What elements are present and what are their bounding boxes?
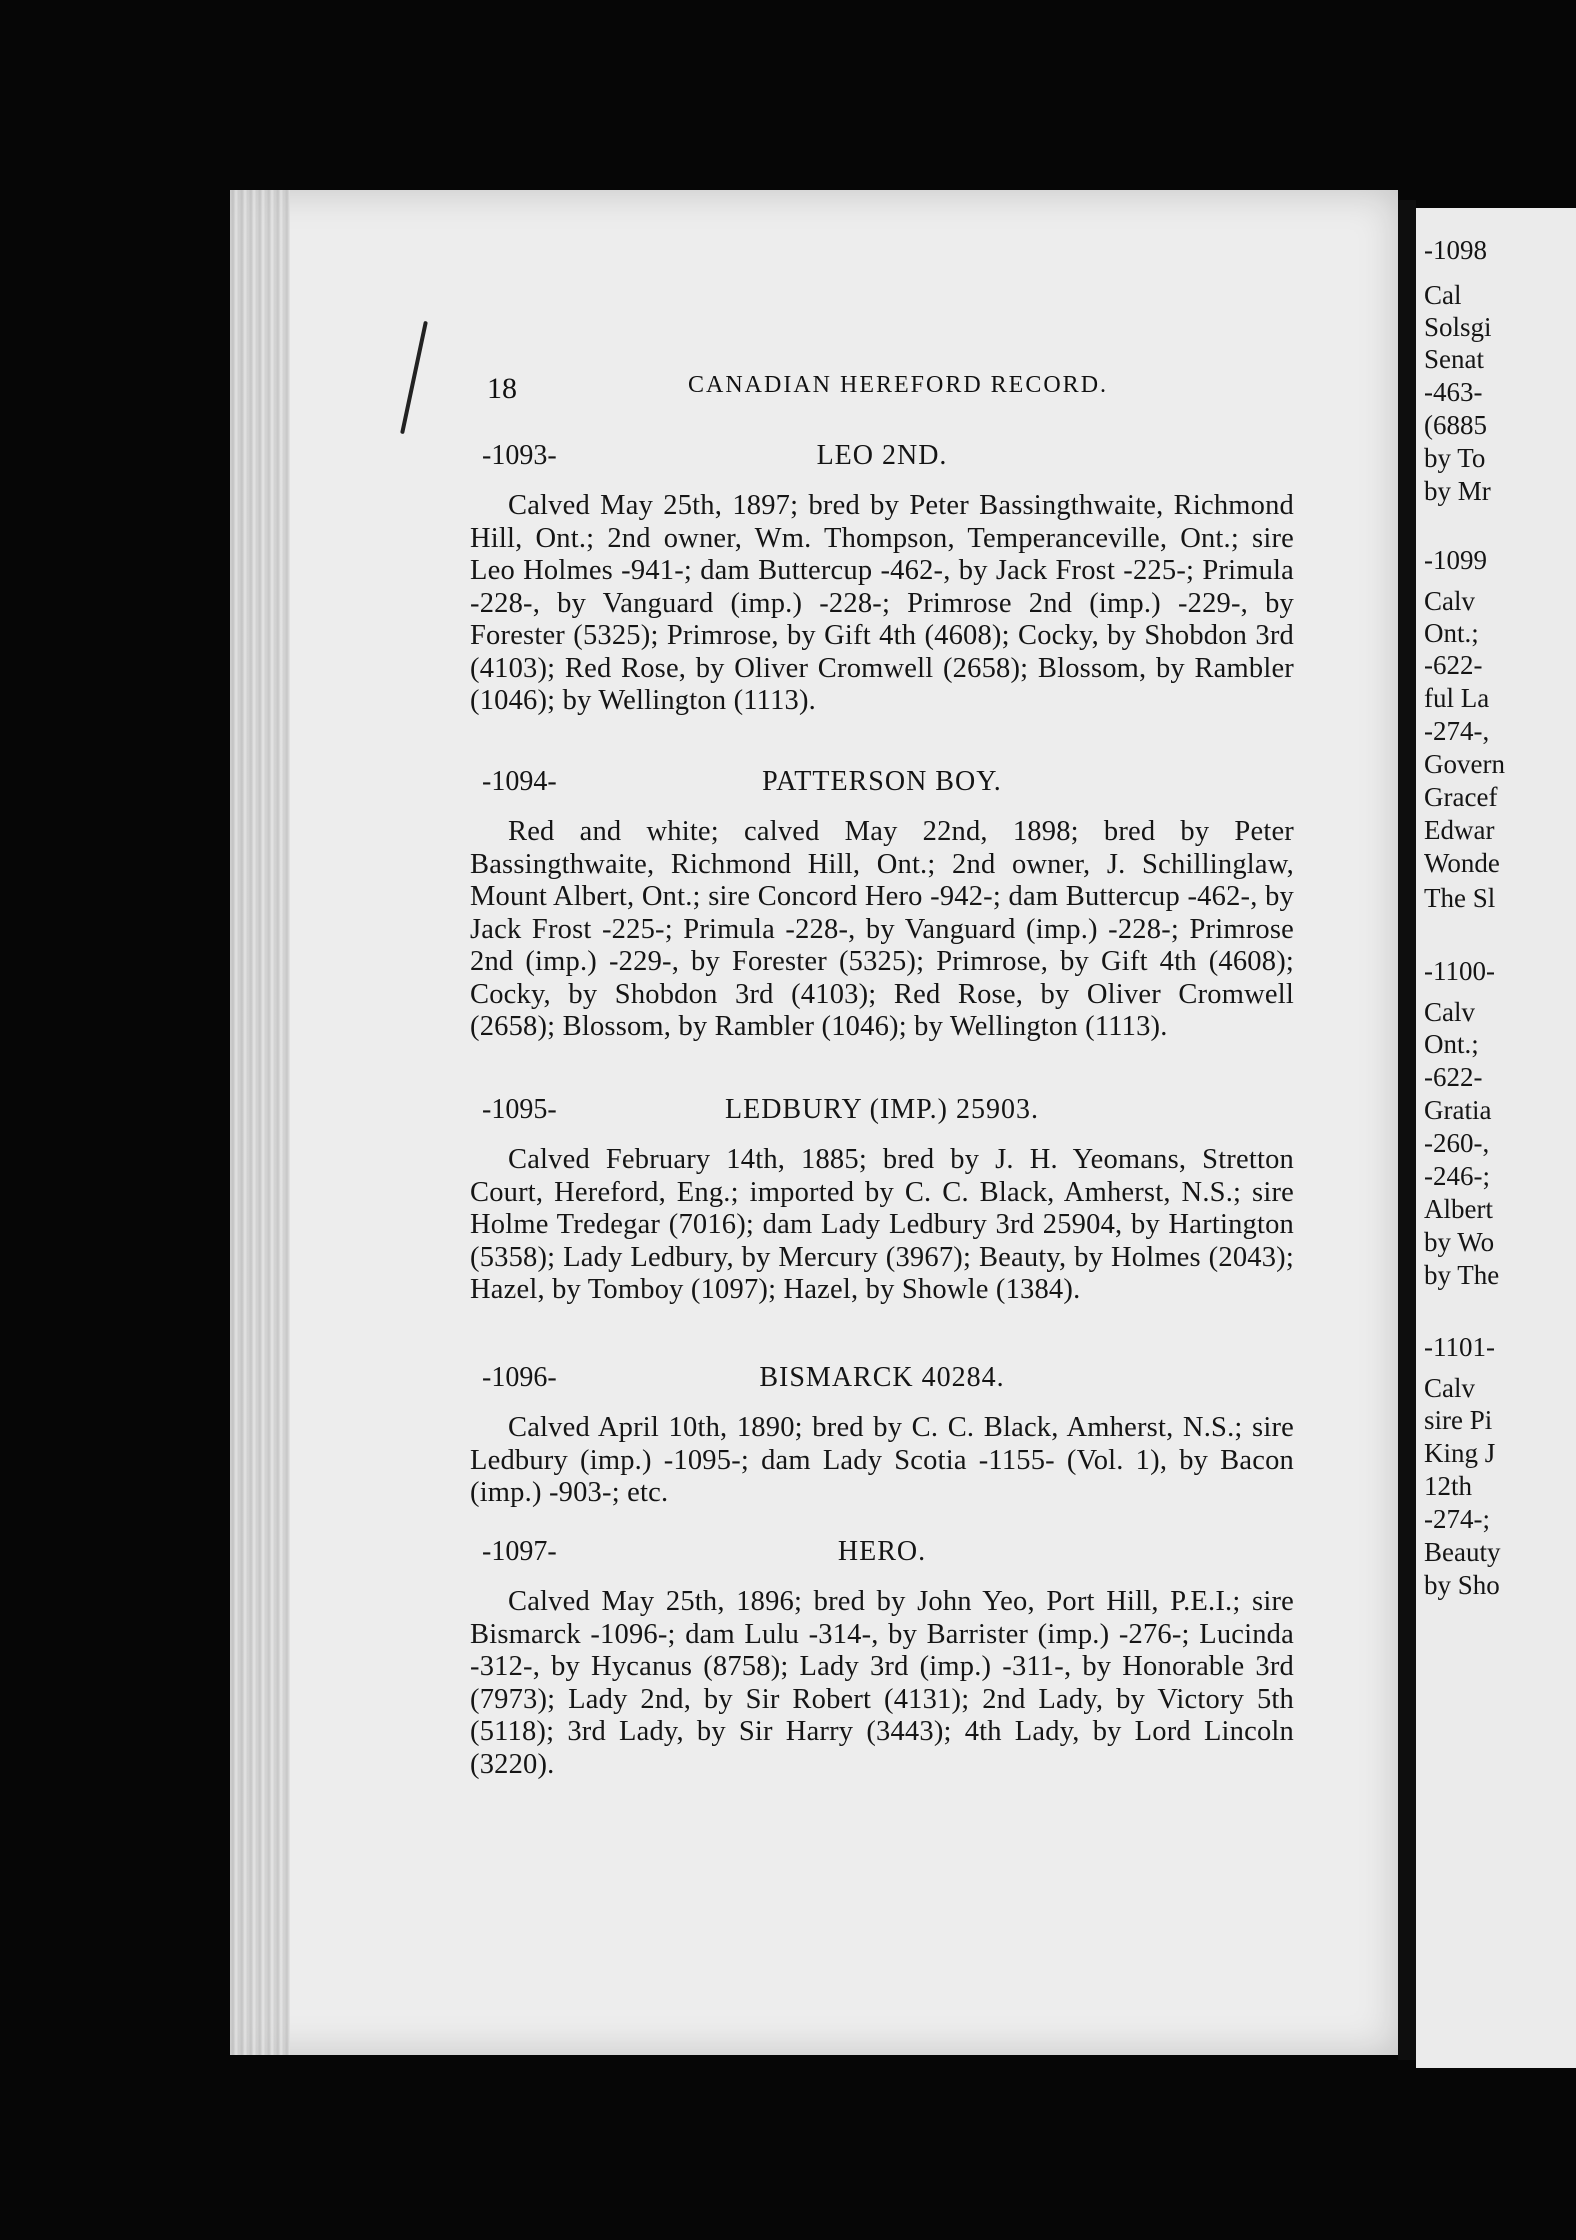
entry-1093 <box>470 440 1294 718</box>
next-page-line: Senat <box>1424 344 1484 374</box>
next-page-line: by To <box>1424 443 1486 473</box>
next-page-line: Gratia <box>1424 1095 1492 1125</box>
running-title: CANADIAN HEREFORD RECORD. <box>688 372 1109 398</box>
next-page-line: Govern <box>1424 749 1505 779</box>
next-page-line: -622- <box>1424 650 1483 680</box>
next-page-line: -1100- <box>1424 956 1495 986</box>
next-page-line: Calv <box>1424 1373 1475 1403</box>
page-number: 18 <box>487 372 517 405</box>
entry-number: -1095- <box>482 1094 557 1125</box>
next-page-line: Solsgi <box>1424 312 1492 342</box>
entry-1096 <box>470 1362 1294 1510</box>
entry-name: BISMARCK 40284. <box>759 1362 1005 1393</box>
entry-text: Calved May 25th, 1896; bred by John Yeo, Port Hill, P.E.I.; sire Bismarck -1096-; dam Lulu -314-, by Barrister (imp.) -276-; Lucinda -312-, by Hycanus (8758); Lady 3rd (imp.) -311-, by Honorable 3rd (7973); Lady 2nd, by Sir Robert (4131); 2nd Lady, by Victory 5th (5118); 3rd Lady, by Sir Harry (3443); 4th Lady, by Lord Lincoln (3220). <box>470 1586 1294 1780</box>
next-page-line: Edwar <box>1424 815 1495 845</box>
next-page-line: Beauty <box>1424 1537 1501 1567</box>
next-page-line: -463- <box>1424 377 1483 407</box>
next-page-line: -260-, <box>1424 1128 1490 1158</box>
next-page-line: Ont.; <box>1424 1029 1479 1059</box>
next-page-line: Gracef <box>1424 782 1498 812</box>
next-page-line: by Mr <box>1424 476 1491 506</box>
next-page-line: Calv <box>1424 586 1475 616</box>
next-page-line: The Sl <box>1424 883 1496 913</box>
entry-1095 <box>470 1094 1294 1307</box>
next-page-line: ful La <box>1424 683 1490 713</box>
next-page-line: -246-; <box>1424 1161 1490 1191</box>
entry-name: LEO 2ND. <box>816 440 948 471</box>
next-page-line: 12th <box>1424 1471 1473 1501</box>
next-page-line: -1099 <box>1424 545 1487 575</box>
next-page-line: sire Pi <box>1424 1405 1493 1435</box>
book-gutter <box>1398 200 1416 2060</box>
next-page-line: Cal <box>1424 280 1462 310</box>
entry-text: Red and white; calved May 22nd, 1898; bred by Peter Bassingthwaite, Richmond Hill, Ont.; 2nd owner, J. Schillinglaw, Mount Albert, Ont.; sire Concord Hero -942-; dam Buttercup -462-, by Jack Frost -225-; Primula -228-, by Vanguard (imp.) -228-; Primrose 2nd (imp.) -229-, by Forester (5325); Primrose, by Gift 4th (4608); Cocky, by Shobdon 3rd (4103); Red Rose, by Oliver Cromwell (2658); Blossom, by Rambler (1046); by Wellington (1113). <box>470 816 1294 1042</box>
next-page-line: by The <box>1424 1260 1500 1290</box>
next-page-line: Wonde <box>1424 848 1500 878</box>
entry-1097 <box>470 1536 1294 1781</box>
next-page-line: King J <box>1424 1438 1496 1468</box>
entry-number: -1094- <box>482 766 557 797</box>
entry-number: -1096- <box>482 1362 557 1393</box>
next-page-line: -274-, <box>1424 716 1490 746</box>
next-page-line: by Wo <box>1424 1227 1495 1257</box>
next-page-line: Albert <box>1424 1194 1493 1224</box>
next-page-line: Ont.; <box>1424 618 1479 648</box>
entry-name: HERO. <box>837 1536 927 1567</box>
next-page-fragment <box>1416 208 1576 2068</box>
entry-text: Calved February 14th, 1885; bred by J. H. Yeomans, Stretton Court, Hereford, Eng.; imported by C. C. Black, Amherst, N.S.; sire Holme Tredegar (7016); dam Lady Ledbury 3rd 25904, by Hartington (5358); Lady Ledbury, by Mercury (3967); Beauty, by Holmes (2043); Hazel, by Tomboy (1097); Hazel, by Showle (1384). <box>470 1144 1294 1305</box>
next-page-line: by Sho <box>1424 1570 1500 1600</box>
entry-text: Calved April 10th, 1890; bred by C. C. Black, Amherst, N.S.; sire Ledbury (imp.) -1095-; dam Lady Scotia -1155- (Vol. 1), by Bacon (imp.) -903-; etc. <box>470 1412 1294 1508</box>
next-page-line: -1101- <box>1424 1332 1495 1362</box>
entry-number: -1093- <box>482 440 557 471</box>
entry-number: -1097- <box>482 1536 557 1567</box>
next-page-line: (6885 <box>1424 410 1487 440</box>
entry-text: Calved May 25th, 1897; bred by Peter Bassingthwaite, Richmond Hill, Ont.; 2nd owner, Wm. Thompson, Temperanceville, Ont.; sire Leo Holmes -941-; dam Buttercup -462-, by Jack Frost -225-; Primula -228-, by Vanguard (imp.) -228-; Primrose 2nd (imp.) -229-, by Forester (5325); Primrose, by Gift 4th (4608); Cocky, by Shobdon 3rd (4103); Red Rose, by Oliver Cromwell (2658); Blossom, by Rambler (1046); by Wellington (1113). <box>470 490 1294 716</box>
entry-1094 <box>470 766 1294 1044</box>
entry-name: LEDBURY (IMP.) 25903. <box>725 1094 1039 1125</box>
next-page-line: -274-; <box>1424 1504 1490 1534</box>
next-page-line: -622- <box>1424 1062 1483 1092</box>
page-stack-edge <box>230 190 290 2055</box>
next-page-line: -1098 <box>1424 235 1487 265</box>
entry-name: PATTERSON BOY. <box>762 766 1002 797</box>
next-page-line: Calv <box>1424 997 1475 1027</box>
